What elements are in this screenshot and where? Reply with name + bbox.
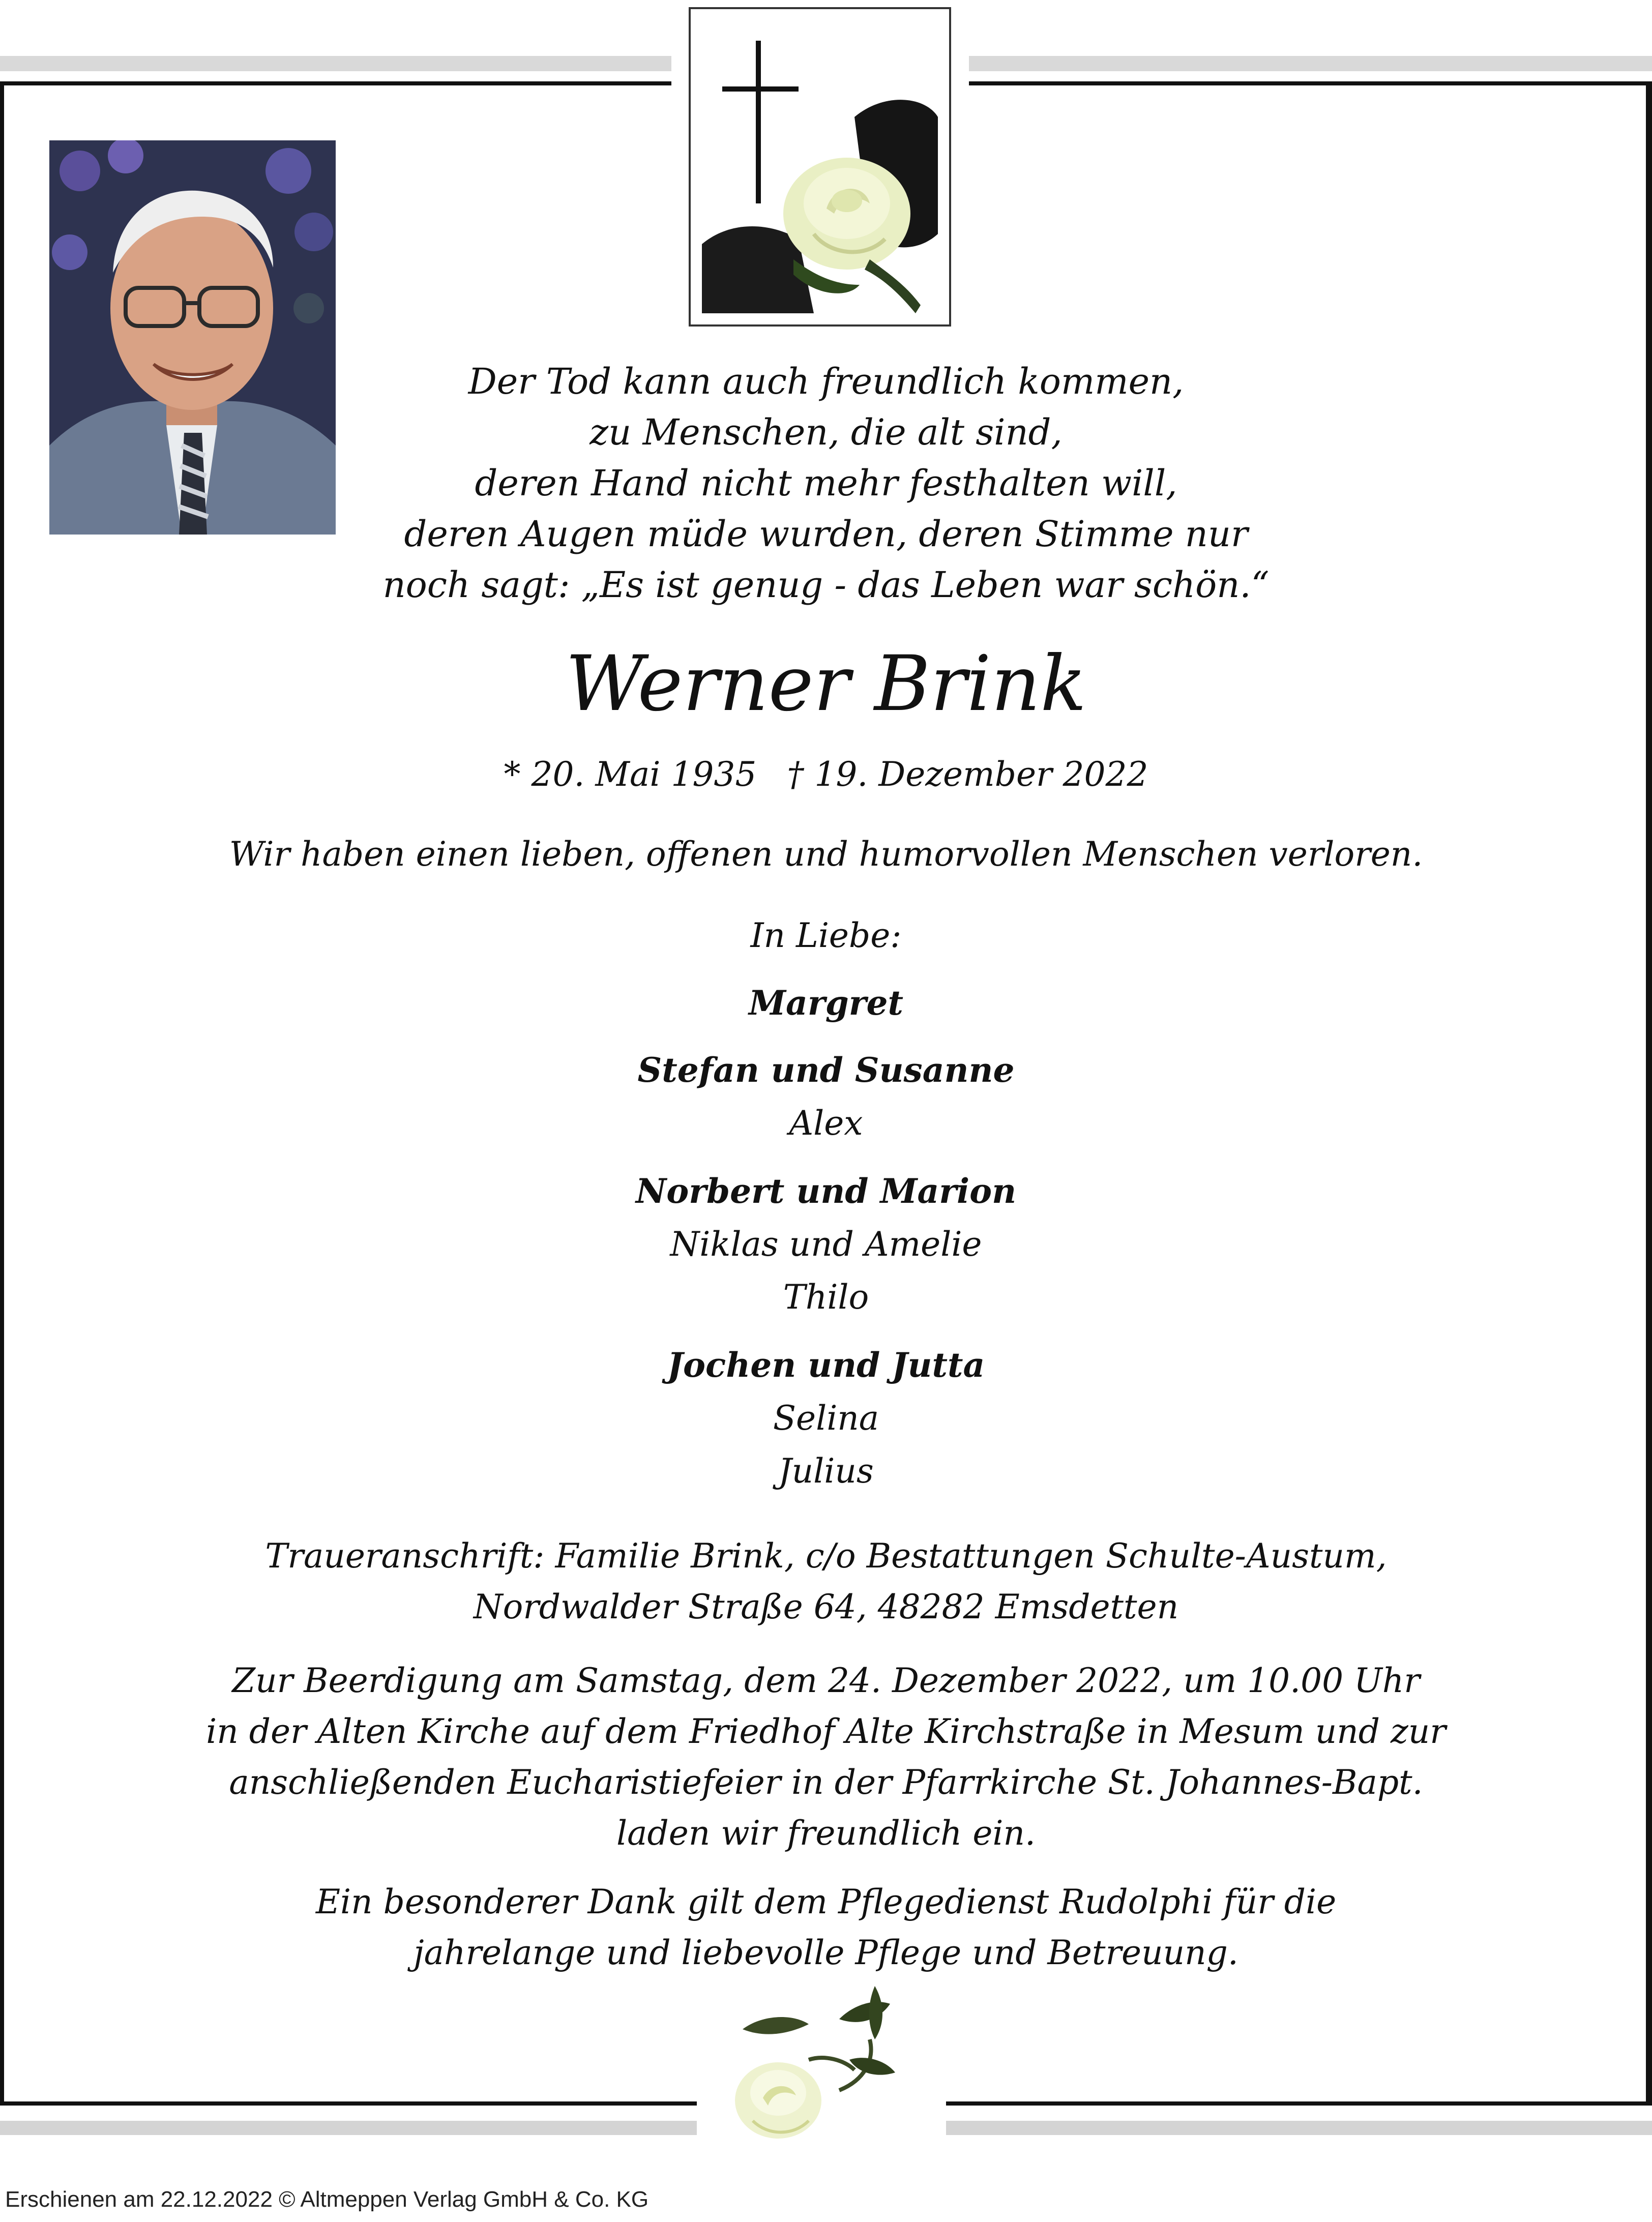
poem <box>0 356 1652 610</box>
frame-top-shadow-left <box>0 56 671 71</box>
frame-top-border-left <box>0 81 671 85</box>
family-group-head: Jochen und Jutta <box>667 1345 985 1385</box>
poem-line: zu Menschen, die alt sind, <box>589 411 1063 453</box>
family-member: Julius <box>778 1451 874 1491</box>
family-spouse: Margret <box>749 983 903 1023</box>
funeral-line: anschließenden Eucharistiefeier in der Pfarrkirche St. Johannes-Bapt. <box>229 1763 1423 1802</box>
family-member: Thilo <box>783 1278 869 1317</box>
poem-line: Der Tod kann auch freundlich kommen, <box>468 361 1184 402</box>
birth-date: * 20. Mai 1935 <box>504 755 757 794</box>
frame-bottom-shadow-left <box>0 2121 697 2135</box>
death-date: † 19. Dezember 2022 <box>787 755 1148 794</box>
white-rose-icon <box>722 1983 921 2156</box>
address-line: Traueranschrift: Familie Brink, c/o Bestattungen Schulte-Austum, <box>265 1536 1387 1576</box>
frame-bottom-shadow-right <box>946 2121 1652 2135</box>
family-member: Niklas und Amelie <box>670 1225 982 1264</box>
family-member: Alex <box>789 1104 863 1143</box>
life-dates <box>0 752 1652 797</box>
funeral-line: in der Alten Kirche auf dem Friedhof Alte Kirchstraße in Mesum und zur <box>206 1712 1446 1751</box>
in-love-label: In Liebe: <box>750 916 902 955</box>
deceased-name: Werner Brink <box>565 640 1087 728</box>
frame-bottom-border-right <box>946 2101 1652 2106</box>
publication-footer: Erschienen am 22.12.2022 © Altmeppen Verlag GmbH & Co. KG <box>5 2187 649 2212</box>
poem-line: noch sagt: „Es ist genug - das Leben war schön.“ <box>382 564 1270 606</box>
family-group-head: Norbert und Marion <box>635 1171 1017 1211</box>
frame-top-border-right <box>969 81 1652 85</box>
tagline: Wir haben einen lieben, offenen und humorvollen Menschen verloren. <box>229 835 1423 874</box>
family-member: Selina <box>773 1399 879 1438</box>
bottom-rose <box>722 1983 921 2156</box>
cross-and-rose-icon <box>702 20 938 313</box>
funeral-line: laden wir freundlich ein. <box>616 1814 1036 1853</box>
poem-line: deren Augen müde wurden, deren Stimme nur <box>404 513 1248 555</box>
mourning-address <box>0 1531 1652 1633</box>
family-group-head: Stefan und Susanne <box>637 1050 1015 1090</box>
frame-top-shadow-right <box>969 56 1652 71</box>
poem-line: deren Hand nicht mehr festhalten will, <box>475 462 1177 504</box>
frame-bottom-border-left <box>0 2101 697 2106</box>
thanks-line: Ein besonderer Dank gilt dem Pflegedienst Rudolphi für die <box>315 1882 1337 1921</box>
funeral-line: Zur Beerdigung am Samstag, dem 24. Dezember 2022, um 10.00 Uhr <box>232 1661 1420 1700</box>
cross-rose-emblem <box>689 7 951 327</box>
thanks-line: jahrelange und liebevolle Pflege und Betreuung. <box>414 1933 1238 1972</box>
address-line: Nordwalder Straße 64, 48282 Emsdetten <box>473 1587 1179 1626</box>
thanks-note <box>0 1877 1652 1978</box>
funeral-notice <box>0 1655 1652 1859</box>
